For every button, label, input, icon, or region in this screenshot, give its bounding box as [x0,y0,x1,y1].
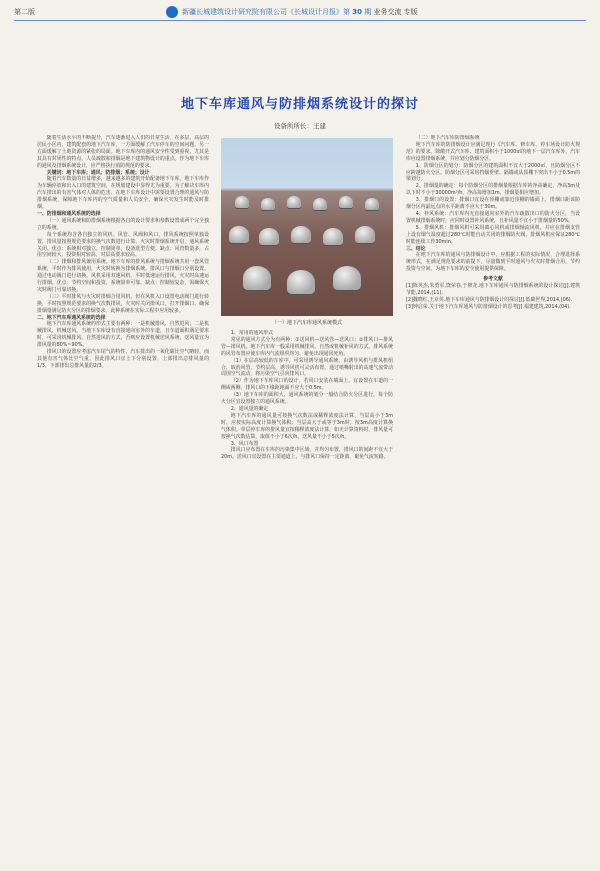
column-3 [406,135,580,860]
ventilator-icon [259,228,279,245]
keywords: 关键词：地下车库；通风；防排烟；系统；设计 [46,169,150,176]
paragraph: 地下汽车库的防排烟设计应满足现行《汽车库、修车库、停车场设计防火规范》的要求。除敞开式汽车库、建筑面积小于1000㎡的地下一层汽车库外，汽车库应设置排烟系统，并应划分防烟分区。 [406,141,580,162]
journal-line [182,7,586,17]
paragraph: （2）作为地下车库风口的设计，若风口安装在墙面上，宜设置在车道的一侧或两侧，排风口的下缘距地面不应大于0.5m。 [221,378,393,392]
paragraph: （二）地下汽车库防排烟系统 [415,135,480,141]
paragraph: （1）在层高较低的车库中，可采用诱导通风系统，由诱导风机与排风机组合，取消风管，节约层高，诱导风机可灵活布置，通过喷嘴射出的高速气流带动周围空气流动，将污染空气引向排风口。 [221,357,393,378]
paragraph: （3）地下车库的面积大，通风系统的划分一般结合防火分区进行，每个防火分区宜设置独立的通风系统。 [221,392,393,406]
issue-number: 30 [352,8,362,16]
ventilator-icon [287,270,315,294]
figure-caption: （一）地下汽车库通风系统模式 [271,320,342,326]
paragraph: 排风口的设置应考虑汽车尾气的特性，汽车排出的一氧化碳比空气略轻，而其他有害气体比空气重，因此排风口宜上下分别设置，上部排出总排风量的1/3，下部排出总排风量的2/3。 [37,349,209,369]
ventilator-icon [339,196,353,208]
ventilator-icon [365,198,379,210]
ventilator-icon [313,198,327,210]
paragraph: 每个系统均含各自独立的风机、风管、风阀和风口，排风系统按照单独设置，排风量按照规范要求的换气次数进行计算，火灾时排烟系统开启，通风系统关闭。优点：系统相对独立，控制简单，设备选型方便。缺点：风管数量多，占用空间较大，投资相对较高，对层高要求较高。 [37,231,209,259]
paragraph: 在地下汽车库的通风与防排烟设计中，应根据工程的实际情况，合理选择系统形式，在满足规范要求的前提下，尽量做到平时通风与火灾时排烟合用，节约投资与空间，为地下车库的安全使用提供保障。 [406,252,580,273]
paragraph: 地下汽车库的通风量可按换气次数法或稀释浓度法计算，当层高小于3m时，应按实际高度计算换气体积；当层高大于或等于3m时，按3m高度计算换气体积。单层停车库的排风量宜按稀释浓度法计算，如无计算资料时，排风量可按换气次数估算，取值不小于6次/h，送风量不小于5次/h。 [221,412,393,440]
issue-suffix: 期 [364,8,372,16]
paragraph: 2、排烟量的确定：每个防烟分区的排烟量根据车库的净高确定，净高3m及以下时不小于30000m³/h，净高每增加1m，排烟量相应增加。 [406,183,580,197]
references [406,276,580,311]
reference-item: [2]魏晓红,王京英.地下车库通风与防排烟设计的探讨[J].低碳世界,2014,(06). [406,296,573,303]
section-heading: 一、防排烟和通风系统的选择 [37,210,101,217]
reference-item: [1]陈英杰,朱勇军,饶荣春,于修龙.地下车库通风与防排烟系统的设计探讨[J].建筑节能,2014,(11). [406,283,580,296]
paragraph: 5、排烟风机：排烟风机可采用离心风机或排烟轴流风机，并应在排烟支管上设有烟气温度超过280℃时能自动关闭的排烟防火阀，排烟风机应保证280℃时能连续工作30min。 [406,224,580,245]
paragraph: 1、常用的通风形式 [230,330,274,336]
header-rule [14,20,586,21]
article-title: 地下车库通风与防排烟系统设计的探讨 [180,97,419,112]
paragraph: 地下汽车库通风系统的形式主要有两种：一是机械排风、自然进风；二是机械排风、机械送风。当地下车库设有直接通向室外的车道，且车道面积满足要求时，可采用机械排风、自然进风的方式，否则应设置机械送风系统，送风量宜为排风量的80%~90%。 [37,321,209,349]
column-2 [221,330,393,860]
paragraph: 随着生活水平的不断提升，汽车逐渐进入人们的日常生活，在多层、高层的居民小区内，建筑配套的地下汽车库，一方面缓解了汽车停车的空间问题，另一方面缓解了土地资源的紧张的局面。地下车库内的通风安全性受到重视，尤其是其具有封闭性的特点，人员疏散和排烟是地下建筑物设计的重点。作为地下车库的通风及排烟系统设计，应严格执行消防规范的要求。 [37,135,209,169]
column-1 [37,135,209,860]
article-author: 设备所所长：王建 [274,122,326,130]
section-name: 业务交流 [373,8,402,16]
references-title: 参考文献 [483,276,503,283]
paragraph: 排风口应布置在车库的污染集中区域，并均匀布置，排风口的间距不宜大于20m。送风口宜设置在主要通道上，与排风口保持一定距离，避免气流短路。 [221,447,393,461]
rooftop-ventilators-photo [221,138,393,316]
company-logo-icon [166,6,178,18]
reference-item: [3]钟启荣.关于地下汽车库通风与防排烟设计的思考[J].福建建筑,2014,(04). [406,303,571,310]
edition-name: 专版 [403,8,418,16]
ventilator-icon [287,196,301,208]
paragraph: （一）通风系统和防排烟系统根据各自的设计要求和参数设置成两个完全独立的系统。 [37,217,209,231]
page-label: 第二版 [14,8,35,16]
ventilator-icon [235,196,249,208]
paragraph: 常见的通风方式分为有两种：①送风机—送风管—送风口；②排风口—排风管—排风机。地下汽车库一般采用机械排风，自然或机械补风的方式，排风系统的风管布置应使车库内气流组织均匀，避免出现通风死角。 [221,336,393,357]
ventilator-icon [229,226,249,243]
ventilator-icon [355,226,375,243]
ventilator-icon [333,266,361,290]
ventilator-icon [291,226,311,243]
ventilator-icon [323,228,343,245]
journal-name: 新疆长城建筑设计研究院有限公司《长城设计月报》第 [182,8,350,16]
paragraph: （三）平时排风与火灾时排烟合用风机，但在风机入口设置电动阀门进行转换，平时按照规范要求的换气次数排风，火灾时关闭排风口，打开排烟口，确保排烟量满足防火分区的排烟要求。此种系统在实际工程中应用较多。 [37,293,209,314]
ventilator-icon [243,266,271,290]
paragraph: 1、防烟分区的划分：防烟分区的建筑面积不宜大于2000㎡，且防烟分区不应跨越防火分区。防烟分区可采用挡烟垂壁、隔墙或从顶棚下突出不小于0.5m的梁划分。 [406,162,580,183]
paragraph: 3、排烟口的设置：排烟口宜设在顶棚或靠近顶棚的墙面上，排烟口距该防烟分区内最远点的水平距离不应大于30m。 [406,197,580,211]
ventilator-icon [261,198,275,210]
paragraph: 3、风口布置 [230,440,259,447]
paragraph: （二）排烟和排风兼用系统。地下车库的排风系统与排烟系统共用一套风管系统，平时作为排风使用，火灾时转换为排烟系统。排风口与排烟口分别设置，通过电动阀门进行切换。风机采用双速风机，平时低速运行排风，火灾时高速运行排烟。优点：节约空间和投资，系统简单可靠。缺点：控制较复杂，需确保火灾时阀门可靠切换。 [37,259,209,293]
paragraph: 2、通风量的确定 [230,405,269,412]
paragraph: 随着汽车数量的日益增多，越来越多的建筑开始配备地下车库，地下车库作为车辆停放和出入口的建筑空间，在规划建设中显得尤为重要。为了解决车库内汽车排出的有害气体对人体的危害，在地下车库设计中需要设置合理的通风与防排烟系统，保障地下车库内的空气质量和人员安全，确保火灾发生时能及时排烟。 [37,176,209,211]
section-heading: 三、结论 [406,245,426,252]
section-heading: 二、地下汽车库通风系统的选择 [37,314,106,321]
paragraph: 4、补风系统：汽车库内无直接通向室外的汽车疏散出口的防火分区，当设置机械排烟系统时，应同时设置补风系统，且补风量不宜小于排烟量的50%。 [406,210,580,224]
